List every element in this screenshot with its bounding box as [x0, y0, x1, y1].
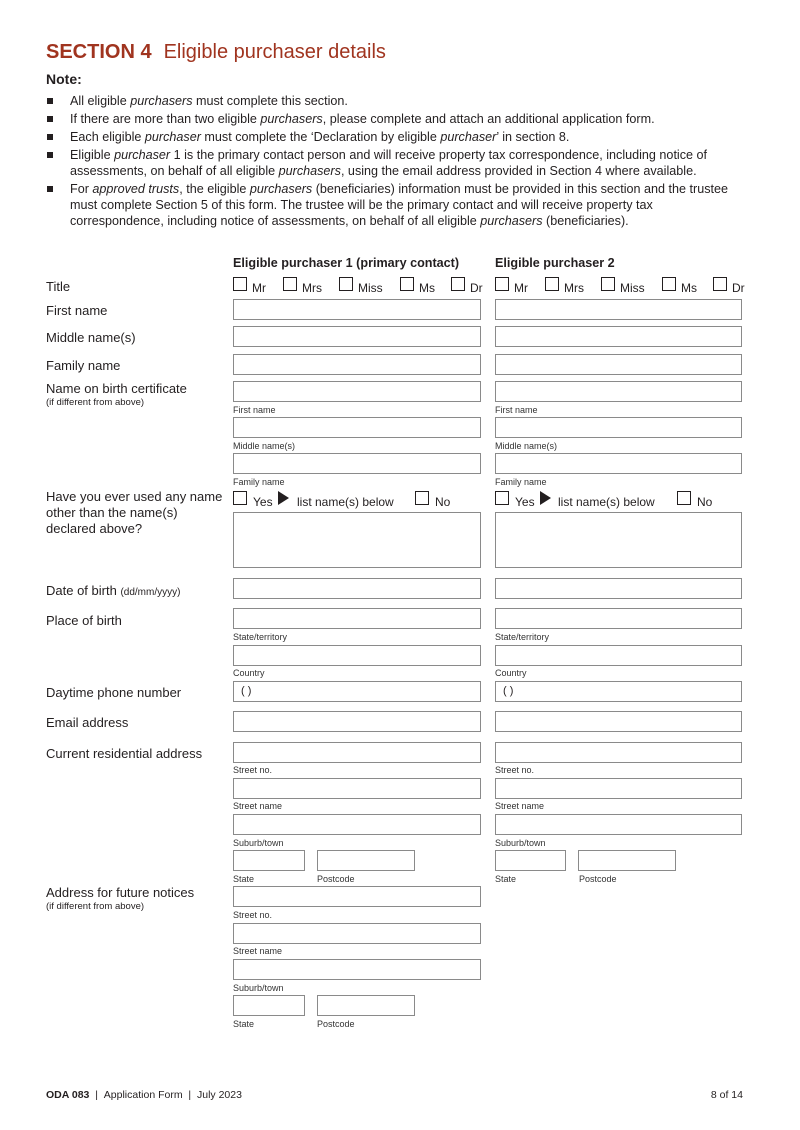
title-options-p1 — [233, 277, 483, 295]
option-other-names-no-p1: No — [435, 495, 451, 509]
section-title — [46, 41, 386, 64]
future-state-input-p1[interactable] — [233, 995, 305, 1016]
checkbox-ms-p1[interactable] — [400, 277, 414, 291]
caption-future-postcode: Postcode — [317, 1019, 355, 1029]
birth-state-input-p1[interactable] — [233, 608, 481, 629]
label-future-address-sub: (if different from above) — [46, 901, 145, 912]
caption-street-no-p1: Street no. — [233, 765, 273, 775]
checkbox-mrs-p1[interactable] — [283, 277, 297, 291]
phone-input-p1[interactable]: ( ) — [233, 681, 481, 702]
res-postcode-input-p1[interactable] — [317, 850, 415, 871]
caption-state-territory-p1: State/territory — [233, 632, 288, 642]
option-list-names-p1: list name(s) below — [297, 495, 394, 509]
birth-middle-names-input-p1[interactable] — [233, 417, 481, 438]
future-street-no-input-p1[interactable] — [233, 886, 481, 907]
caption-postcode-p2: Postcode — [579, 874, 617, 884]
dob-input-p2[interactable] — [495, 578, 742, 599]
note-item-3: Each eligible purchaser must complete the ‘Declaration by eligible purchaser’ in section 8. — [46, 129, 746, 145]
birth-family-name-input-p2[interactable] — [495, 453, 742, 474]
res-street-name-input-p1[interactable] — [233, 778, 481, 799]
arrow-icon — [278, 491, 289, 505]
note-list — [46, 93, 746, 231]
note-item-1: All eligible purchasers must complete this section. — [46, 93, 746, 109]
checkbox-dr-p2[interactable] — [713, 277, 727, 291]
email-input-p1[interactable] — [233, 711, 481, 732]
caption-street-name-p2: Street name — [495, 801, 545, 811]
checkbox-other-names-no-p2[interactable] — [677, 491, 691, 505]
option-mr-p1: Mr — [252, 281, 266, 295]
res-suburb-input-p1[interactable] — [233, 814, 481, 835]
title-options-p2 — [495, 277, 745, 295]
caption-birth-middle-names-p2: Middle name(s) — [495, 441, 558, 451]
caption-street-no-p2: Street no. — [495, 765, 535, 775]
phone-input-p2[interactable]: ( ) — [495, 681, 742, 702]
res-street-no-input-p2[interactable] — [495, 742, 742, 763]
birth-country-input-p2[interactable] — [495, 645, 742, 666]
checkbox-miss-p1[interactable] — [339, 277, 353, 291]
arrow-icon — [540, 491, 551, 505]
birth-middle-names-input-p2[interactable] — [495, 417, 742, 438]
birth-first-name-input-p1[interactable] — [233, 381, 481, 402]
note-item-5: For approved trusts, the eligible purchasers (beneficiaries) information must be provided in this section and the trustee must complete Section 5 of this form. The trustee will be the primary contact and will receive property tax correspondence, including notice of assessments, on behalf of all eligible purchasers (beneficiaries). — [46, 181, 746, 229]
checkbox-mrs-p2[interactable] — [545, 277, 559, 291]
option-dr-p2: Dr — [732, 281, 745, 295]
footer-code: ODA 083 — [46, 1089, 90, 1101]
caption-country-p1: Country — [233, 668, 265, 678]
checkbox-ms-p2[interactable] — [662, 277, 676, 291]
checkbox-mr-p1[interactable] — [233, 277, 247, 291]
birth-family-name-input-p1[interactable] — [233, 453, 481, 474]
note-item-4: Eligible purchaser 1 is the primary contact person and will receive property tax correspondence, including notice of assessments, on behalf of all eligible purchasers, using the email address provided in Section 4 where available. — [46, 147, 746, 179]
caption-birth-middle-names-p1: Middle name(s) — [233, 441, 296, 451]
caption-birth-family-name-p2: Family name — [495, 477, 547, 487]
checkbox-other-names-yes-p2[interactable] — [495, 491, 509, 505]
checkbox-miss-p2[interactable] — [601, 277, 615, 291]
footer-date: July 2023 — [196, 1089, 242, 1101]
footer: ODA 083 | Application Form | July 2023 — [46, 1089, 242, 1101]
caption-future-state: State — [233, 1019, 255, 1029]
option-mrs-p1: Mrs — [302, 281, 322, 295]
other-names-textarea-p1[interactable] — [233, 512, 481, 568]
label-phone: Daytime phone number — [46, 685, 182, 700]
label-birth-certificate-sub: (if different from above) — [46, 397, 145, 408]
note-item-2: If there are more than two eligible purchasers, please complete and attach an additional application form. — [46, 111, 746, 127]
label-title: Title — [46, 279, 71, 294]
label-other-names: Have you ever used any name other than the name(s) declared above? — [46, 489, 223, 536]
birth-country-input-p1[interactable] — [233, 645, 481, 666]
option-ms-p2: Ms — [681, 281, 697, 295]
family-name-input-p1[interactable] — [233, 354, 481, 375]
section-heading: Eligible purchaser details — [163, 41, 386, 63]
middle-names-input-p1[interactable] — [233, 326, 481, 347]
label-residential-address: Current residential address — [46, 746, 203, 761]
caption-future-street-name: Street name — [233, 946, 283, 956]
caption-suburb-p1: Suburb/town — [233, 838, 284, 848]
checkbox-other-names-yes-p1[interactable] — [233, 491, 247, 505]
column-header-purchaser-1: Eligible purchaser 1 (primary contact) — [233, 256, 460, 270]
caption-state-p1: State — [233, 874, 255, 884]
dob-input-p1[interactable] — [233, 578, 481, 599]
caption-future-suburb: Suburb/town — [233, 983, 284, 993]
footer-form: Application Form — [103, 1089, 183, 1101]
res-suburb-input-p2[interactable] — [495, 814, 742, 835]
res-state-input-p1[interactable] — [233, 850, 305, 871]
caption-state-territory-p2: State/territory — [495, 632, 550, 642]
option-mr-p2: Mr — [514, 281, 528, 295]
label-email: Email address — [46, 715, 129, 730]
caption-birth-family-name-p1: Family name — [233, 477, 285, 487]
option-other-names-yes-p2: Yes — [515, 495, 535, 509]
birth-state-input-p2[interactable] — [495, 608, 742, 629]
option-other-names-yes-p1: Yes — [253, 495, 273, 509]
birth-first-name-input-p2[interactable] — [495, 381, 742, 402]
page-number: 8 of 14 — [710, 1089, 743, 1101]
res-state-input-p2[interactable] — [495, 850, 566, 871]
option-other-names-no-p2: No — [697, 495, 713, 509]
checkbox-other-names-no-p1[interactable] — [415, 491, 429, 505]
option-dr-p1: Dr — [470, 281, 483, 295]
future-suburb-input-p1[interactable] — [233, 959, 481, 980]
dob-format: (dd/mm/yyyy) — [120, 587, 181, 598]
label-future-address: Address for future notices (if different from above) — [46, 885, 195, 912]
label-family-name: Family name — [46, 358, 121, 373]
section-number: SECTION 4 — [46, 41, 152, 63]
label-middle-names: Middle name(s) — [46, 330, 136, 345]
checkbox-dr-p1[interactable] — [451, 277, 465, 291]
caption-country-p2: Country — [495, 668, 527, 678]
res-street-name-input-p2[interactable] — [495, 778, 742, 799]
caption-birth-first-name-p1: First name — [233, 405, 276, 415]
column-header-purchaser-2: Eligible purchaser 2 — [495, 256, 615, 270]
option-ms-p1: Ms — [419, 281, 435, 295]
caption-state-p2: State — [495, 874, 517, 884]
caption-suburb-p2: Suburb/town — [495, 838, 546, 848]
caption-postcode-p1: Postcode — [317, 874, 355, 884]
checkbox-mr-p2[interactable] — [495, 277, 509, 291]
future-street-name-input-p1[interactable] — [233, 923, 481, 944]
future-postcode-input-p1[interactable] — [317, 995, 415, 1016]
note-label: Note: — [46, 71, 82, 87]
caption-street-name-p1: Street name — [233, 801, 283, 811]
family-name-input-p2[interactable] — [495, 354, 742, 375]
caption-future-street-no: Street no. — [233, 910, 273, 920]
res-street-no-input-p1[interactable] — [233, 742, 481, 763]
caption-birth-first-name-p2: First name — [495, 405, 538, 415]
option-miss-p2: Miss — [620, 281, 645, 295]
label-place-of-birth: Place of birth — [46, 613, 122, 628]
label-first-name: First name — [46, 303, 108, 318]
first-name-input-p2[interactable] — [495, 299, 742, 320]
label-dob: Date of birth (dd/mm/yyyy) — [46, 583, 181, 598]
other-names-textarea-p2[interactable] — [495, 512, 742, 568]
middle-names-input-p2[interactable] — [495, 326, 742, 347]
first-name-input-p1[interactable] — [233, 299, 481, 320]
email-input-p2[interactable] — [495, 711, 742, 732]
option-mrs-p2: Mrs — [564, 281, 584, 295]
label-birth-certificate: Name on birth certificate (if different from above) — [46, 381, 187, 408]
option-list-names-p2: list name(s) below — [558, 495, 655, 509]
option-miss-p1: Miss — [358, 281, 383, 295]
res-postcode-input-p2[interactable] — [578, 850, 676, 871]
